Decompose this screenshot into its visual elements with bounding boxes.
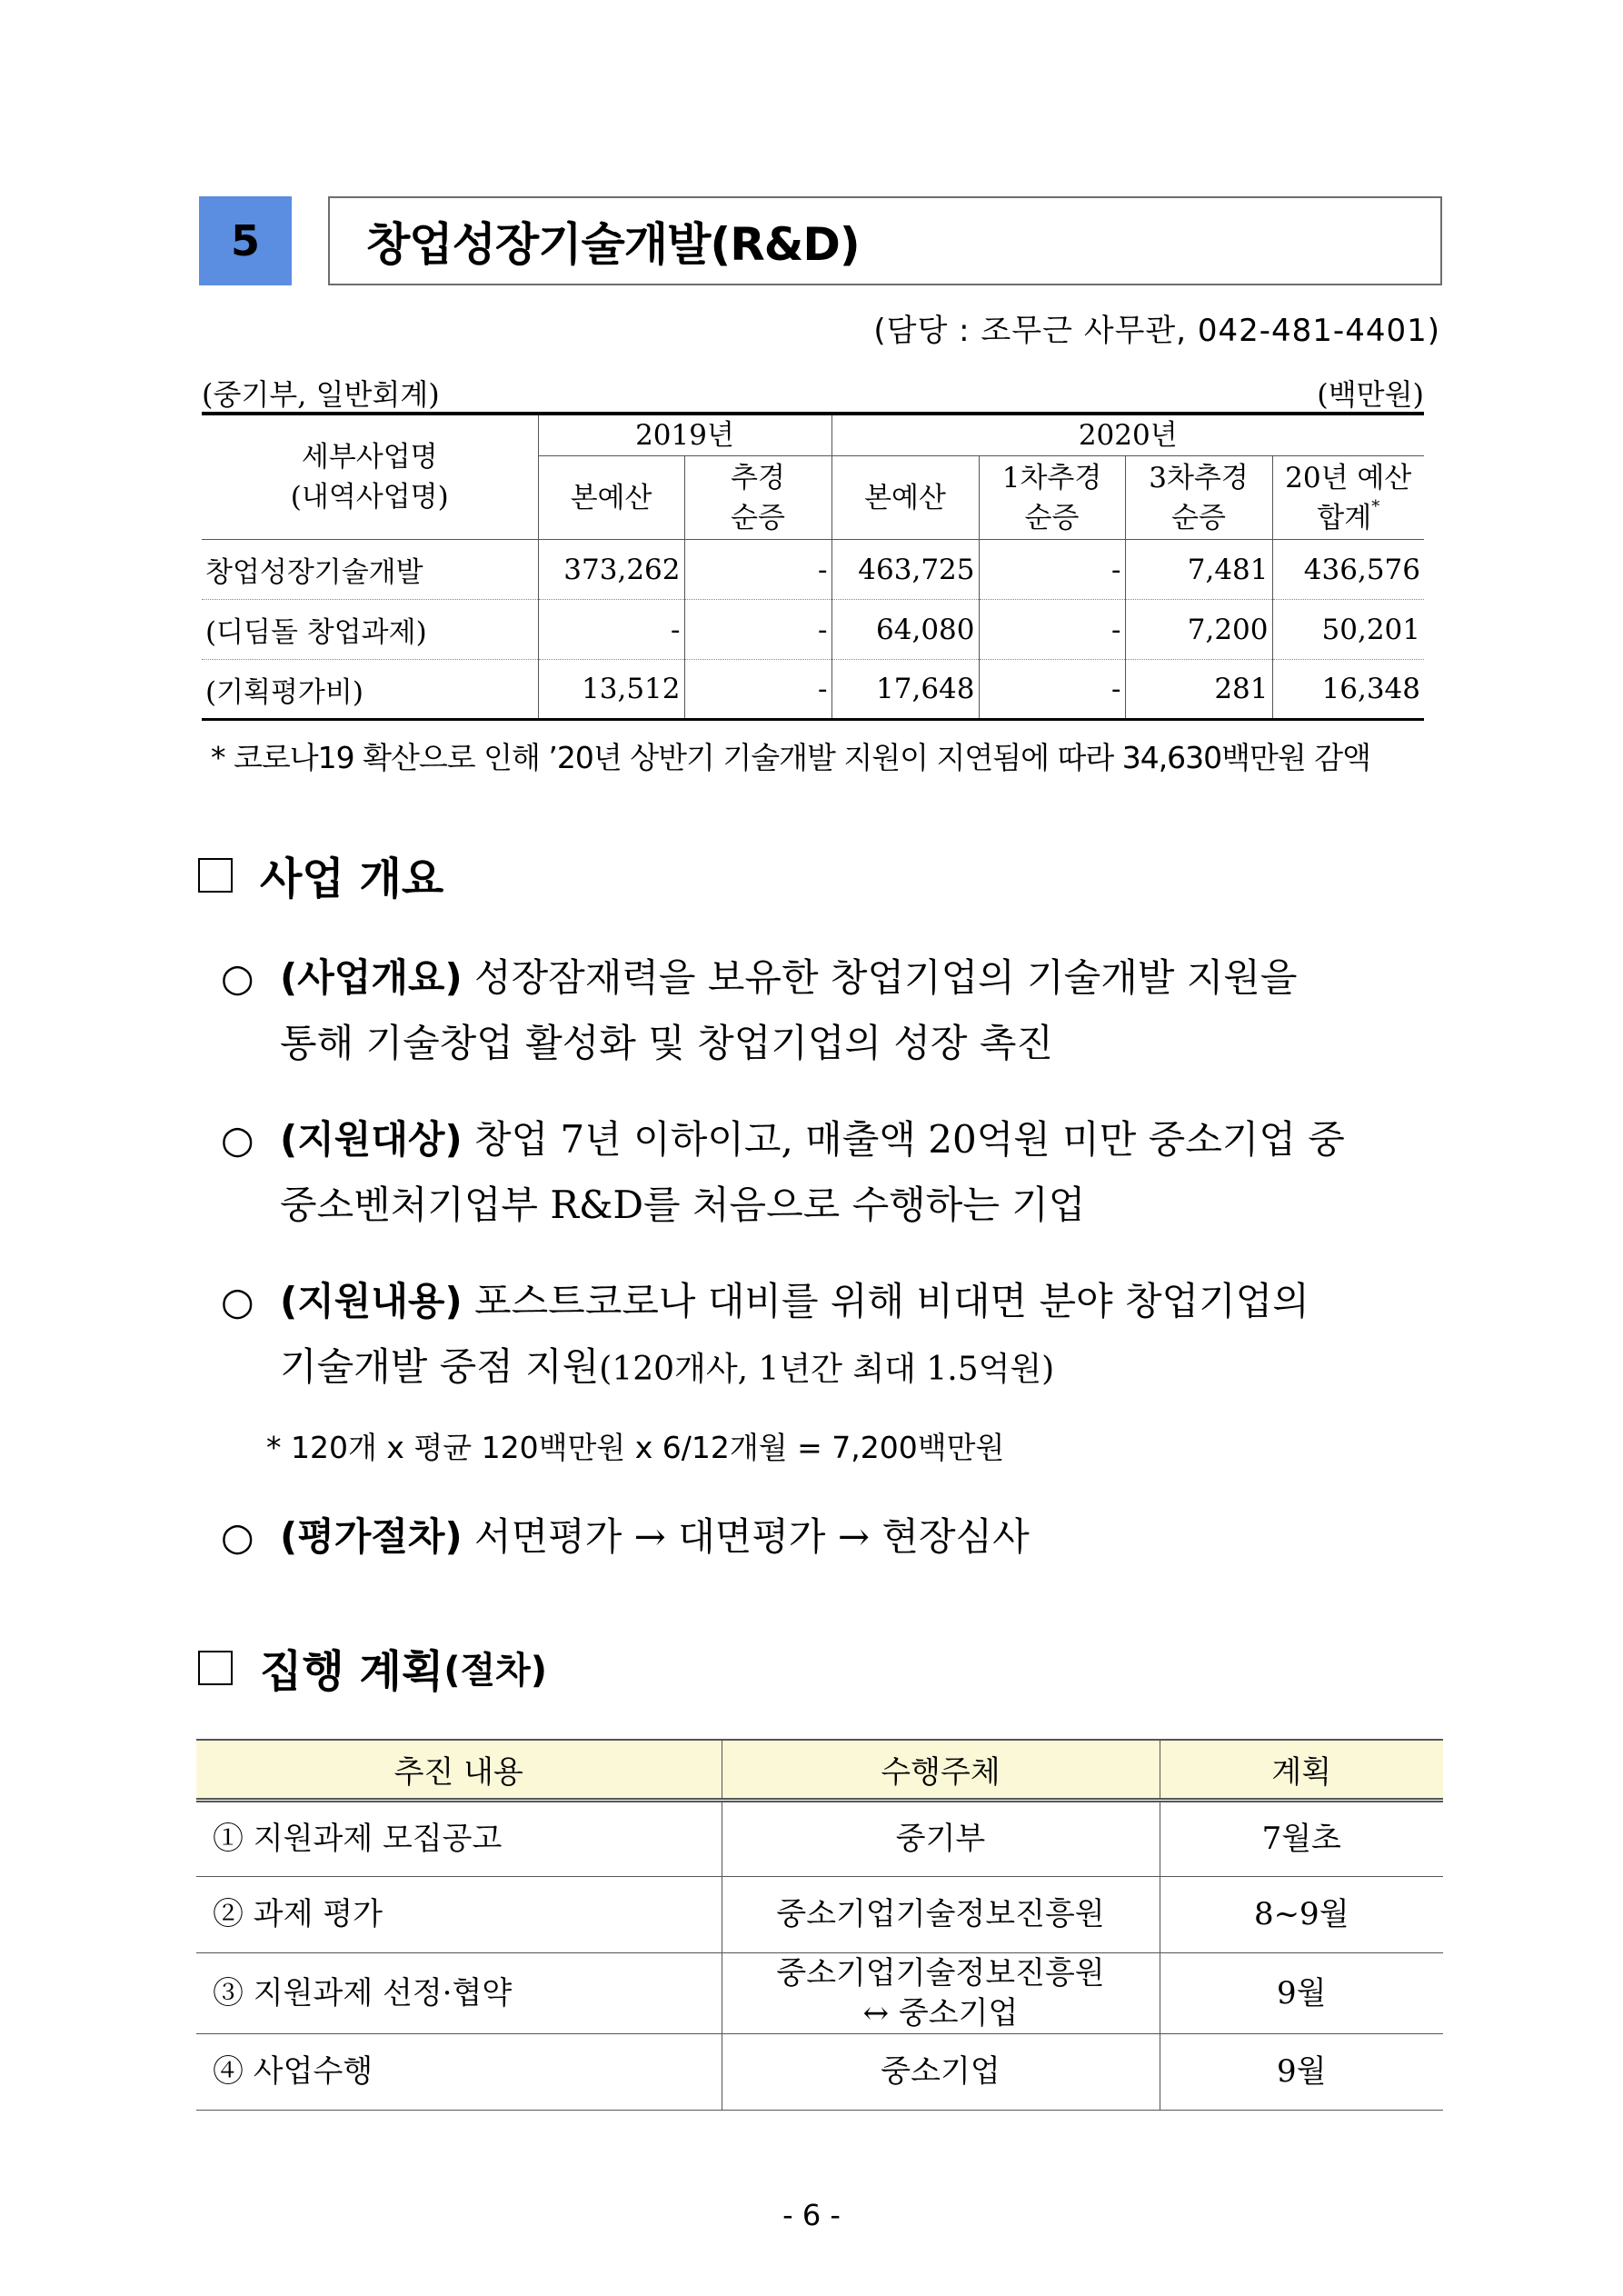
circle-bullet-icon: ○ — [221, 1514, 254, 1559]
budget-caption — [202, 372, 1424, 412]
overview-item-line1 — [280, 1107, 1448, 1173]
plan-heading-text: 집행 계획 — [260, 1646, 444, 1697]
budget-cell: 436,576 — [1272, 540, 1424, 600]
col-supp1-l2: 순증 — [1024, 501, 1080, 534]
overview-item-line2: 통해 기술창업 활성화 및 창업기업의 성장 촉진 — [280, 1021, 1053, 1065]
budget-year-2020: 2020년 — [831, 414, 1424, 456]
contact-info: (담당 : 조무근 사무관, 042-481-4401) — [873, 313, 1440, 349]
col-main-2019: 본예산 — [538, 456, 684, 540]
col-total — [1272, 456, 1424, 540]
circle-bullet-icon: ○ — [221, 1117, 254, 1162]
schedule-table — [196, 1739, 1443, 2111]
col-total-mark: * — [1371, 496, 1380, 516]
schedule-col-actor: 수행주체 — [722, 1740, 1160, 1800]
section-title: 창업성장기술개발(R&D) — [328, 196, 1442, 285]
schedule-step: ② 과제 평가 — [196, 1876, 722, 1952]
col-supp-2019 — [684, 456, 831, 540]
budget-col-name — [202, 414, 538, 540]
budget-col-name-main: 세부사업명 — [301, 441, 438, 474]
page-number: - 6 - — [782, 2198, 841, 2232]
schedule-step: ① 지원과제 모집공고 — [196, 1800, 722, 1876]
col-supp1-l1: 1차추경 — [1001, 461, 1102, 494]
budget-cell: - — [684, 660, 831, 720]
col-main-2020: 본예산 — [831, 456, 979, 540]
overview-item-line2 — [280, 1334, 1448, 1403]
budget-cell: - — [538, 600, 684, 660]
schedule-actor: 중기부 — [722, 1800, 1160, 1876]
schedule-step: ④ 사업수행 — [196, 2033, 722, 2110]
budget-cell: 64,080 — [831, 600, 979, 660]
col-supp-2019-l2: 순증 — [731, 501, 785, 534]
overview-item-line1 — [280, 1269, 1448, 1334]
budget-cell: 7,200 — [1125, 600, 1272, 660]
budget-unit: (백만원) — [1317, 377, 1424, 412]
schedule-actor-line2: ↔ 중소기업 — [862, 1994, 1019, 2031]
budget-cell: 13,512 — [538, 660, 684, 720]
budget-cell: 7,481 — [1125, 540, 1272, 600]
budget-footnote: * 코로나19 확산으로 인해 ’20년 상반기 기술개발 지원이 지연됨에 따라 34,630백만원 감액 — [211, 740, 1371, 775]
schedule-when: 9월 — [1160, 1952, 1443, 2033]
schedule-actor-line1: 중소기업기술정보진흥원 — [776, 1954, 1105, 1992]
overview-item — [221, 1269, 1448, 1400]
budget-row-name: 창업성장기술개발 — [202, 540, 538, 600]
budget-cell: - — [979, 660, 1125, 720]
col-total-l2 — [1273, 498, 1425, 538]
budget-cell: - — [684, 540, 831, 600]
overview-item-key: (지원대상) — [280, 1117, 463, 1162]
schedule-actor: 중소기업기술정보진흥원 — [722, 1876, 1160, 1952]
schedule-col-when: 계획 — [1160, 1740, 1443, 1800]
schedule-step: ③ 지원과제 선정·협약 — [196, 1952, 722, 2033]
budget-row — [202, 660, 1424, 720]
circle-bullet-icon: ○ — [221, 1279, 254, 1323]
overview-item-line2-detail: (120개사, 1년간 최대 1.5억원) — [599, 1351, 1055, 1388]
overview-item-key: (평가절차) — [280, 1514, 463, 1559]
checkbox-square-icon — [198, 1651, 233, 1685]
section-number: 5 — [199, 196, 292, 285]
schedule-when: 7월초 — [1160, 1800, 1443, 1876]
col-supp3 — [1125, 456, 1272, 540]
overview-item-key: (지원내용) — [280, 1279, 463, 1323]
overview-item-text: 창업 7년 이하이고, 매출액 20억원 미만 중소기업 중 — [462, 1117, 1345, 1162]
col-supp3-l1: 3차추경 — [1149, 461, 1249, 494]
budget-table — [202, 412, 1424, 721]
schedule-row — [196, 2033, 1443, 2110]
schedule-row — [196, 1952, 1443, 2033]
budget-row — [202, 600, 1424, 660]
overview-item — [221, 1107, 1448, 1238]
overview-item-text: 포스트코로나 대비를 위해 비대면 분야 창업기업의 — [462, 1279, 1309, 1323]
schedule-actor — [722, 1952, 1160, 2033]
budget-row-name: (디딤돌 창업과제) — [202, 600, 538, 660]
overview-item-line1 — [280, 945, 1448, 1011]
col-supp3-l2: 순증 — [1171, 501, 1226, 534]
col-supp-2019-l1: 추경 — [731, 461, 785, 494]
overview-heading-text: 사업 개요 — [260, 854, 444, 904]
col-supp1 — [979, 456, 1125, 540]
overview-item — [221, 945, 1448, 1076]
budget-cell: 16,348 — [1272, 660, 1424, 720]
budget-cell: 281 — [1125, 660, 1272, 720]
schedule-when: 9월 — [1160, 2033, 1443, 2110]
budget-cell: - — [979, 540, 1125, 600]
budget-header-row — [202, 414, 1424, 456]
schedule-actor: 중소기업 — [722, 2033, 1160, 2110]
plan-heading-sub: (절차) — [443, 1650, 548, 1692]
budget-source: (중기부, 일반회계) — [202, 377, 440, 412]
schedule-row — [196, 1800, 1443, 1876]
budget-cell: - — [684, 600, 831, 660]
overview-item-key: (사업개요) — [280, 955, 463, 1000]
budget-cell: 373,262 — [538, 540, 684, 600]
overview-item-line1 — [280, 1504, 1448, 1570]
schedule-col-step: 추진 내용 — [196, 1740, 722, 1800]
overview-heading — [198, 844, 443, 906]
overview-item-text: 성장잠재력을 보유한 창업기업의 기술개발 지원을 — [462, 955, 1298, 1000]
schedule-row — [196, 1876, 1443, 1952]
budget-cell: 17,648 — [831, 660, 979, 720]
circle-bullet-icon: ○ — [221, 955, 254, 1000]
budget-cell: 50,201 — [1272, 600, 1424, 660]
overview-item-line2: 중소벤처기업부 R&D를 처음으로 수행하는 기업 — [280, 1183, 1086, 1227]
budget-row — [202, 540, 1424, 600]
overview-note: * 120개 x 평균 120백만원 x 6/12개월 = 7,200백만원 — [266, 1430, 1005, 1465]
schedule-header-row — [196, 1740, 1443, 1800]
budget-cell: - — [979, 600, 1125, 660]
budget-row-name: (기획평가비) — [202, 660, 538, 720]
overview-item — [221, 1504, 1448, 1570]
checkbox-square-icon — [198, 858, 233, 893]
overview-item-text: 서면평가 → 대면평가 → 현장심사 — [462, 1514, 1030, 1559]
schedule-when: 8~9월 — [1160, 1876, 1443, 1952]
budget-year-2019: 2019년 — [538, 414, 831, 456]
col-total-l2-text: 합계 — [1317, 501, 1372, 534]
col-total-l1: 20년 예산 — [1285, 461, 1412, 494]
budget-cell: 463,725 — [831, 540, 979, 600]
overview-item-line2-text: 기술개발 중점 지원 — [280, 1344, 600, 1389]
plan-heading — [198, 1636, 547, 1699]
budget-col-name-sub: (내역사업명) — [290, 481, 449, 514]
